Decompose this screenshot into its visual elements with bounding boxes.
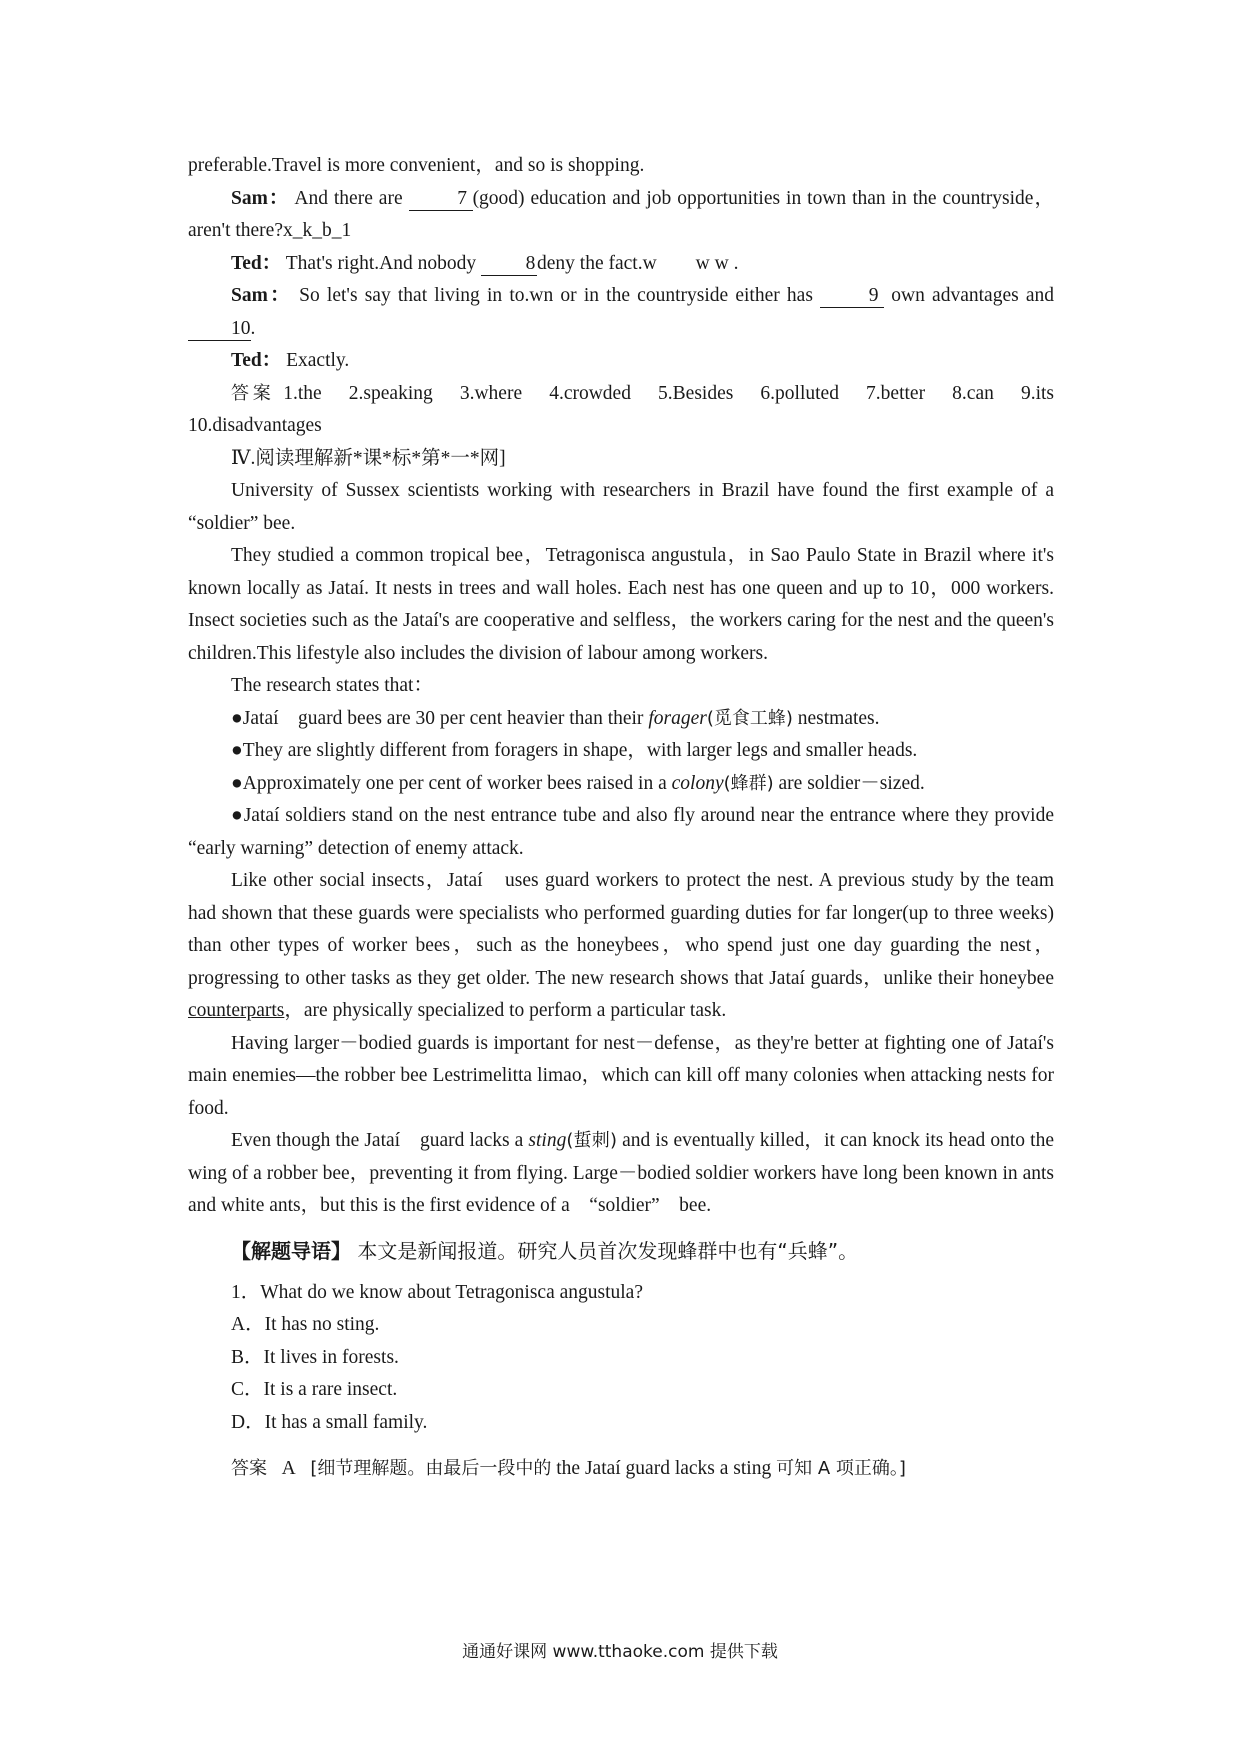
question-stem: 1．What do we know about Tetragonisca angustula?	[231, 1281, 643, 1303]
passage-paragraph-7	[188, 1125, 1054, 1223]
italic-term: sting	[528, 1130, 567, 1151]
answer-label: 答案	[231, 382, 275, 404]
page-content	[188, 150, 1074, 1487]
answer-explanation: [细节理解题。由最后一段中的	[310, 1458, 552, 1479]
dialogue-ted-1	[188, 248, 1054, 281]
speaker-label: Ted：	[231, 350, 282, 371]
dialogue-text: That's right.And nobody	[285, 252, 477, 274]
passage-paragraph-1: University of Sussex scientists working with researchers in Brazil have found the first example of a “soldier” bee.	[188, 480, 1054, 534]
blank-7: 7	[409, 188, 473, 211]
paragraph-text: and is eventually killed，it can knock its head onto the wing of a robber bee，preventing it from flying. Large－bodied soldier workers have long been known in ants and white ants，but this is the first evidence of a “soldier” bee.	[188, 1130, 1054, 1216]
answer-letter: A	[281, 1458, 296, 1479]
answer-label: 答案	[231, 1458, 267, 1479]
underlined-word: counterparts	[188, 1000, 285, 1021]
dialogue-text: own advantages and	[891, 285, 1055, 306]
italic-term: colony	[671, 772, 724, 794]
answer-explanation: 可知 A 项正确。]	[776, 1458, 906, 1479]
bullet-item-2: ●They are slightly different from foragers in shape，with larger legs and smaller heads.	[231, 740, 918, 761]
dialogue-text: So let's say that living in to.wn or in the countryside either has	[299, 285, 813, 306]
bullet-text: are soldier－sized.	[773, 772, 925, 794]
option-d: D．It has a small family.	[231, 1411, 428, 1433]
dialogue-ted-2	[188, 345, 1054, 378]
guide-text: 本文是新闻报道。研究人员首次发现蜂群中也有“兵蜂”。	[357, 1238, 859, 1263]
dialogue-sam-1	[188, 183, 1054, 248]
passage-paragraph-6: Having larger－bodied guards is important for nest－defense，as they're better at fighting one of Jataí's main enemies—the robber bee Lestrimelitta limao，which can kill off many colonies when attacking nests for food.	[188, 1032, 1054, 1119]
section-heading: Ⅳ.阅读理解新*课*标*第*一*网]	[231, 447, 506, 469]
page-footer: 通通好课网 www.tthaoke.com 提供下载	[462, 1642, 778, 1662]
dialogue-text: Exactly.	[286, 350, 350, 371]
answer-quote: the Jataí guard lacks a sting	[551, 1458, 777, 1479]
bullet-text: ●Jataí guard bees are 30 per cent heavier than their	[231, 707, 649, 729]
dialogue-text: .	[250, 317, 256, 339]
guide-label: 【解题导语】	[231, 1238, 351, 1263]
blank-10: 10	[188, 318, 251, 341]
option-b: B．It lives in forests.	[231, 1346, 399, 1368]
option-c: C．It is a rare insect.	[231, 1379, 398, 1400]
dialogue-line-0: preferable.Travel is more convenient，and so is shopping.	[188, 155, 645, 176]
passage-paragraph-3: The research states that：	[231, 675, 433, 696]
speaker-label: Sam：	[231, 285, 292, 306]
question-1	[188, 1277, 1054, 1440]
bullet-text: ●Approximately one per cent of worker bees raised in a	[231, 772, 672, 794]
dialogue-sam-2	[188, 280, 1054, 345]
dialogue-text: (good) education and job opportunities in town than in the countryside，aren't there?x_k_b_1	[188, 187, 1055, 241]
bullet-item-4: ●Jataí soldiers stand on the nest entrance tube and also fly around near the entrance where they provide “early warning” detection of enemy attack.	[188, 805, 1054, 859]
bullet-item-3	[188, 768, 1054, 801]
dialogue-text: And there are	[294, 187, 403, 209]
answer-text: 1.the 2.speaking 3.where 4.crowded 5.Besides 6.polluted 7.better 8.can 9.its 10.disadvantages	[188, 382, 1074, 436]
option-a: A．It has no sting.	[231, 1314, 380, 1335]
blank-9: 9	[820, 285, 884, 308]
dialogue-text: deny the fact.w w w .	[537, 252, 739, 274]
chinese-gloss: (蜂群)	[723, 772, 774, 794]
blank-8: 8	[481, 253, 537, 276]
passage-paragraph-2: They studied a common tropical bee，Tetragonisca angustula，in Sao Paulo State in Brazil where it's known locally as Jataí. It nests in trees and wall holes. Each nest has one queen and up to 10，000 workers. Insect societies such as the Jataí's are cooperative and selfless，the workers caring for the nest and the queen's children.This lifestyle also includes the division of labour among workers.	[188, 545, 1054, 664]
chinese-gloss: (蜇刺)	[566, 1130, 618, 1151]
bullet-item-1	[188, 703, 1054, 736]
solution-guide	[188, 1233, 1054, 1269]
paragraph-text: ，are physically specialized to perform a particular task.	[284, 1000, 727, 1021]
answer-key-1	[188, 378, 1074, 443]
speaker-label: Sam：	[231, 187, 290, 209]
paragraph-text: Like other social insects，Jataí uses guard workers to protect the nest. A previous study by the team had shown that these guards were specialists who performed guarding duties for far longer(up to three weeks) than other types of worker bees，such as the honeybees，who spend just one day guarding the nest，progressing to other tasks as they get older. The new research shows that Jataí guards，unlike their honeybee	[188, 870, 1054, 989]
paragraph-text: Even though the Jataí guard lacks a	[231, 1130, 529, 1151]
speaker-label: Ted：	[231, 252, 282, 274]
bullet-text: nestmates.	[792, 707, 880, 729]
italic-term: forager	[648, 707, 707, 729]
answer-key-2	[188, 1451, 1054, 1487]
passage-paragraph-5	[188, 865, 1054, 1028]
chinese-gloss: (觅食工蜂)	[706, 707, 793, 729]
